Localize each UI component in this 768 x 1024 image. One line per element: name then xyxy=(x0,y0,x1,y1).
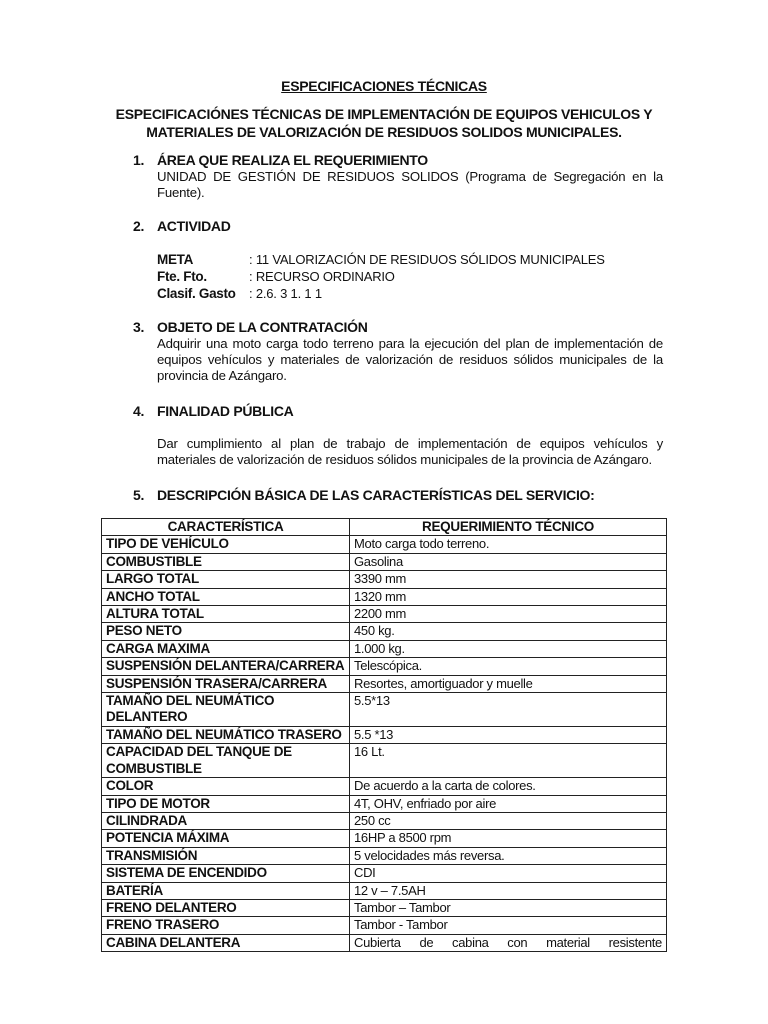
characteristic-cell: COMBUSTIBLE xyxy=(102,553,350,570)
requirement-cell: 12 v – 7.5AH xyxy=(350,882,667,899)
document-title: ESPECIFICACIONES TÉCNICAS xyxy=(281,78,487,94)
requirement-cell: 5 velocidades más reversa. xyxy=(350,847,667,864)
clasif-gasto-label: Clasif. Gasto xyxy=(157,286,236,301)
section-area-requerimiento xyxy=(133,152,663,201)
requirement-cell: 2200 mm xyxy=(350,606,667,623)
characteristic-cell: SUSPENSIÓN TRASERA/CARRERA xyxy=(102,675,350,692)
table-row xyxy=(102,606,667,623)
section-number: 5. xyxy=(133,487,145,503)
clasif-gasto-row xyxy=(157,285,663,302)
characteristic-cell: TRANSMISIÓN xyxy=(102,847,350,864)
requirement-cell: Cubierta de cabina con material resistente xyxy=(350,934,667,951)
table-row xyxy=(102,830,667,847)
fte-fto-label: Fte. Fto. xyxy=(157,269,207,284)
requirement-cell: 5.5 *13 xyxy=(350,726,667,743)
table-row xyxy=(102,917,667,934)
document-subtitle: ESPECIFICACIÓNES TÉCNICAS DE IMPLEMENTACIÓN DE EQUIPOS VEHICULOS Y MATERIALES DE VALORIZACIÓN DE RESIDUOS SOLIDOS MUNICIPALES. xyxy=(115,106,653,140)
requirement-cell: 450 kg. xyxy=(350,623,667,640)
requirement-cell: Tambor - Tambor xyxy=(350,917,667,934)
characteristic-cell: TAMAÑO DEL NEUMÁTICO TRASERO xyxy=(102,726,350,743)
characteristic-cell: CAPACIDAD DEL TANQUE DE COMBUSTIBLE xyxy=(102,744,350,778)
section-heading xyxy=(133,403,663,419)
table-row xyxy=(102,812,667,829)
section-title: FINALIDAD PÚBLICA xyxy=(157,403,294,419)
requirement-cell: 5.5*13 xyxy=(350,693,667,727)
section-actividad xyxy=(133,218,663,302)
table-header-row xyxy=(102,519,667,536)
requirement-cell: 1.000 kg. xyxy=(350,640,667,657)
requirement-cell: 250 cc xyxy=(350,812,667,829)
section-text: UNIDAD DE GESTIÓN DE RESIDUOS SOLIDOS (Programa de Segregación en la Fuente). xyxy=(157,169,663,200)
meta-row xyxy=(157,251,663,268)
table-row xyxy=(102,571,667,588)
characteristic-cell: SUSPENSIÓN DELANTERA/CARRERA xyxy=(102,658,350,675)
characteristic-cell: POTENCIA MÁXIMA xyxy=(102,830,350,847)
table-row xyxy=(102,744,667,778)
characteristic-cell: CILINDRADA xyxy=(102,812,350,829)
table-row xyxy=(102,899,667,916)
table-row xyxy=(102,675,667,692)
requirement-cell: 16HP a 8500 rpm xyxy=(350,830,667,847)
characteristic-cell: LARGO TOTAL xyxy=(102,571,350,588)
meta-label: META xyxy=(157,252,194,267)
requirement-cell: 16 Lt. xyxy=(350,744,667,778)
section-number: 2. xyxy=(133,218,145,234)
section-number: 3. xyxy=(133,319,145,335)
characteristic-cell: TIPO DE VEHÍCULO xyxy=(102,536,350,553)
requirement-cell: CDI xyxy=(350,865,667,882)
requirement-cell: 1320 mm xyxy=(350,588,667,605)
characteristic-cell: BATERÍA xyxy=(102,882,350,899)
fte-fto-row xyxy=(157,268,663,285)
requirement-cell: Resortes, amortiguador y muelle xyxy=(350,675,667,692)
table-row xyxy=(102,847,667,864)
section-descripcion-basica xyxy=(133,487,663,503)
section-number: 4. xyxy=(133,403,145,419)
characteristic-cell: FRENO TRASERO xyxy=(102,917,350,934)
requirement-cell: De acuerdo a la carta de colores. xyxy=(350,778,667,795)
table-row xyxy=(102,658,667,675)
table-row xyxy=(102,795,667,812)
characteristic-cell: PESO NETO xyxy=(102,623,350,640)
characteristic-cell: FRENO DELANTERO xyxy=(102,899,350,916)
section-text: Dar cumplimiento al plan de trabajo de implementación de equipos vehículos y materiales de valorización de residuos sólidos municipales de la provincia de Azángaro. xyxy=(157,436,663,467)
section-number: 1. xyxy=(133,152,145,168)
characteristic-cell: CARGA MAXIMA xyxy=(102,640,350,657)
table-row xyxy=(102,882,667,899)
table-row xyxy=(102,726,667,743)
table-body xyxy=(102,536,667,952)
section-finalidad-publica xyxy=(133,403,663,468)
section-heading xyxy=(133,218,663,234)
section-heading xyxy=(133,319,663,335)
fte-fto-value: : RECURSO ORDINARIO xyxy=(249,269,395,284)
header-requerimiento: REQUERIMIENTO TÉCNICO xyxy=(350,519,667,536)
table-row xyxy=(102,778,667,795)
table-row xyxy=(102,623,667,640)
characteristic-cell: CABINA DELANTERA xyxy=(102,934,350,951)
characteristic-cell: ALTURA TOTAL xyxy=(102,606,350,623)
table-row xyxy=(102,934,667,951)
section-heading xyxy=(133,487,663,503)
requirement-cell: 4T, OHV, enfriado por aire xyxy=(350,795,667,812)
characteristic-cell: ANCHO TOTAL xyxy=(102,588,350,605)
meta-value: : 11 VALORIZACIÓN DE RESIDUOS SÓLIDOS MUNICIPALES xyxy=(249,252,605,267)
requirement-cell: Moto carga todo terreno. xyxy=(350,536,667,553)
section-title: ÁREA QUE REALIZA EL REQUERIMIENTO xyxy=(157,152,428,168)
table-row xyxy=(102,536,667,553)
section-text: Adquirir una moto carga todo terreno para la ejecución del plan de implementación de equipos vehículos y materiales de valorización de residuos sólidos municipales de la provincia de Azángaro. xyxy=(157,336,663,383)
requirement-cell: Telescópica. xyxy=(350,658,667,675)
section-title: DESCRIPCIÓN BÁSICA DE LAS CARACTERÍSTICAS DEL SERVICIO: xyxy=(157,487,595,503)
table-row xyxy=(102,588,667,605)
requirement-cell: Tambor – Tambor xyxy=(350,899,667,916)
spec-table xyxy=(101,518,667,952)
requirement-cell: Gasolina xyxy=(350,553,667,570)
section-objeto-contratacion xyxy=(133,319,663,384)
characteristic-cell: COLOR xyxy=(102,778,350,795)
header-caracteristica: CARACTERÍSTICA xyxy=(102,519,350,536)
section-title: OBJETO DE LA CONTRATACIÓN xyxy=(157,319,368,335)
characteristic-cell: TIPO DE MOTOR xyxy=(102,795,350,812)
table-row xyxy=(102,640,667,657)
section-title: ACTIVIDAD xyxy=(157,218,231,234)
characteristic-cell: TAMAÑO DEL NEUMÁTICO DELANTERO xyxy=(102,693,350,727)
section-heading xyxy=(133,152,663,168)
table-row xyxy=(102,693,667,727)
characteristic-cell: SISTEMA DE ENCENDIDO xyxy=(102,865,350,882)
clasif-gasto-value: : 2.6. 3 1. 1 1 xyxy=(249,286,322,301)
table-row xyxy=(102,865,667,882)
requirement-cell: 3390 mm xyxy=(350,571,667,588)
table-row xyxy=(102,553,667,570)
